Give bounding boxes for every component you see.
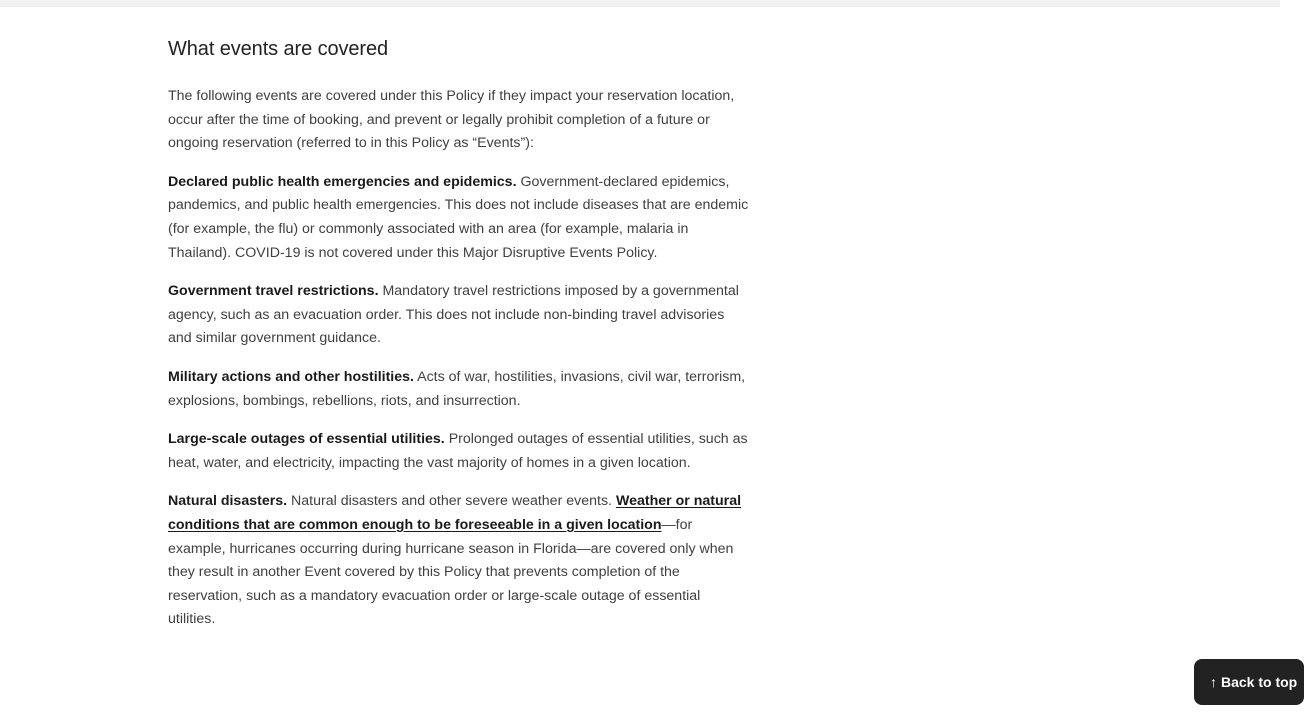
foreseeable-conditions-link[interactable]: Weather or natural conditions that are common enough to be foreseeable in a given location bbox=[168, 493, 742, 533]
event-body: Natural disasters and other severe weather events. bbox=[287, 493, 616, 510]
event-item-natural-disasters bbox=[168, 490, 750, 632]
event-heading: Declared public health emergencies and epidemics. bbox=[168, 173, 517, 190]
event-body: Prolonged outages of essential utilities, such as heat, water, and electricity, impacting the vast majority of homes in a given location. bbox=[168, 431, 748, 471]
event-body: Mandatory travel restrictions imposed by a governmental agency, such as an evacuation order. This does not include non-binding travel advisories and similar government guidance. bbox=[168, 283, 739, 347]
back-to-top-label: Back to top bbox=[1221, 674, 1298, 690]
section-title: What events are covered bbox=[168, 38, 389, 60]
event-body: Acts of war, hostilities, invasions, civil war, terrorism, explosions, bombings, rebellions, riots, and insurrection. bbox=[168, 368, 746, 409]
event-heading: Military actions and other hostilities. bbox=[168, 368, 414, 385]
back-to-top-button[interactable] bbox=[1194, 659, 1304, 705]
event-item-utility-outages bbox=[168, 428, 750, 475]
section-intro: The following events are covered under this Policy if they impact your reservation location, occur after the time of booking, and prevent or legally prohibit completion of a future or ongoing reservation (referred to in this Policy as “Events”): bbox=[168, 88, 735, 152]
event-item-military-actions bbox=[168, 366, 750, 413]
event-heading: Large-scale outages of essential utilities. bbox=[168, 431, 445, 448]
event-heading: Natural disasters. bbox=[168, 493, 288, 510]
event-body: Government-declared epidemics, pandemics, and public health emergencies. This does not include diseases that are endemic (for example, the flu) or commonly associated with an area (for example, malaria in Thailand). COVID-19 is not covered under this Major Disruptive Events Policy. bbox=[168, 173, 749, 261]
event-body-continued: —for example, hurricanes occurring during hurricane season in Florida—are covered only when they result in another Event covered by this Policy that prevents completion of the reservation, such as a mandatory evacuation order or large-scale outage of essential utilities. bbox=[168, 516, 734, 628]
policy-section bbox=[168, 34, 750, 647]
arrow-up-icon: ↑ bbox=[1210, 674, 1217, 690]
event-item-public-health bbox=[168, 171, 750, 265]
event-item-travel-restrictions bbox=[168, 280, 750, 351]
page-top-divider bbox=[0, 0, 1280, 7]
event-heading: Government travel restrictions. bbox=[168, 283, 379, 300]
